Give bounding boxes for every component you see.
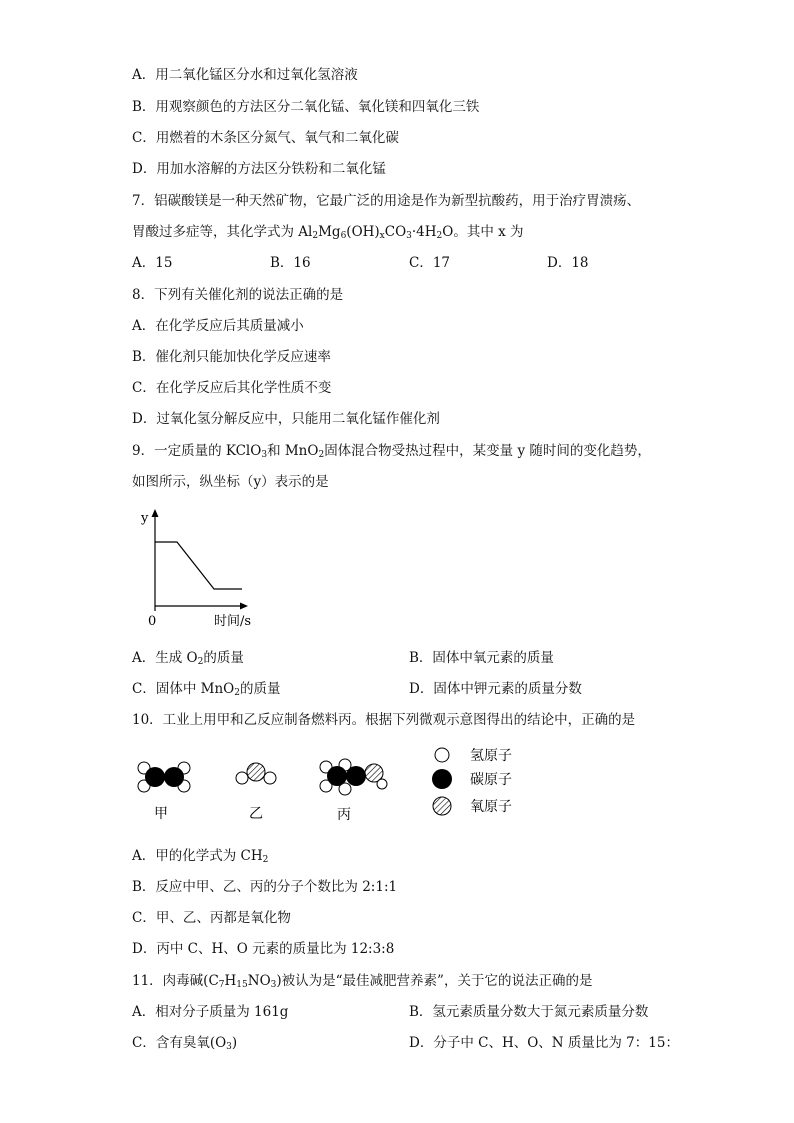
q10-option-a: A．甲的化学式为 $CH_2$ — [132, 848, 269, 865]
x-axis-arrow-icon — [240, 603, 248, 610]
label-bing: 丙 — [337, 807, 351, 823]
graph-origin-label: 0 — [148, 614, 157, 629]
q11-option-a: A．相对分子质量为 161g — [132, 1004, 289, 1020]
y-axis-arrow-icon — [152, 509, 159, 517]
q9-option-b: B．固体中氧元素的质量 — [409, 650, 554, 666]
graph-y-label: y — [141, 511, 149, 526]
q7-option-a: A．15 — [132, 255, 173, 271]
q11-option-d: D．分子中 C、H、O、N 质量比为 7：15： — [409, 1035, 679, 1051]
q10-option-d: D．丙中 C、H、O 元素的质量比为 12:3:8 — [132, 941, 395, 957]
graph-x-label: 时间/s — [214, 614, 252, 629]
molecule-bing — [320, 759, 387, 795]
legend-carbon-label: 碳原子 — [470, 772, 512, 788]
q7-stem-line2: 胃酸过多症等，其化学式为 $Al_2Mg_6(OH)_xCO_3\cdot 4H_2O$。其中 x 为 — [132, 224, 524, 241]
q6-option-d: D．用加水溶解的方法区分铁粉和二氧化锰 — [132, 161, 386, 177]
q10-option-c: C．甲、乙、丙都是氧化物 — [132, 910, 291, 926]
q8-option-b: B．催化剂只能加快化学反应速率 — [132, 349, 331, 365]
q6-option-b: B．用观察颜色的方法区分二氧化锰、氧化镁和四氧化三铁 — [132, 99, 480, 115]
q9-option-d: D．固体中钾元素的质量分数 — [409, 681, 582, 697]
q7-option-d: D．18 — [547, 255, 589, 271]
q11-option-b: B．氢元素质量分数大于氮元素质量分数 — [409, 1004, 649, 1020]
legend-carbon-icon — [432, 769, 452, 789]
q10-option-b: B．反应中甲、乙、丙的分子个数比为 2:1:1 — [132, 879, 398, 895]
legend-oxygen-label: 氧原子 — [470, 799, 512, 815]
q7-option-c: C．17 — [409, 255, 451, 271]
q7-option-b: B．16 — [270, 255, 311, 271]
q11-stem: 11．肉毒碱$(C_7H_{15}NO_3)$被认为是“最佳减肥营养素”，关于它的说法正确的是 — [132, 973, 593, 990]
q6-option-c: C．用燃着的木条区分氮气、氧气和二氧化碳 — [132, 130, 399, 146]
trend-line — [155, 542, 242, 589]
label-yi: 乙 — [249, 806, 263, 822]
label-jia: 甲 — [154, 806, 168, 822]
molecule-yi — [236, 763, 276, 784]
q11-option-c: C．含有臭氧$(O_3)$ — [132, 1035, 238, 1052]
q7-stem-line1: 7．铝碳酸镁是一种天然矿物，它最广泛的用途是作为新型抗酸药，用于治疗胃溃疡、 — [132, 193, 641, 209]
q9-stem-line2: 如图所示，纵坐标（y）表示的是 — [132, 474, 329, 490]
q9-option-a: A．生成 $O_2$的质量 — [132, 650, 244, 667]
q9-trend-graph — [130, 505, 270, 630]
q8-option-d: D．过氧化氢分解反应中，只能用二氧化锰作催化剂 — [132, 411, 440, 427]
q8-option-c: C．在化学反应后其化学性质不变 — [132, 380, 332, 396]
legend-hydrogen-label: 氢原子 — [470, 748, 512, 764]
molecule-jia — [138, 762, 190, 792]
q10-stem: 10．工业上用甲和乙反应制备燃料丙。根据下列微观示意图得出的结论中，正确的是 — [132, 712, 636, 728]
q10-molecule-diagram — [130, 740, 550, 830]
q9-option-c: C．固体中 MnO$_2$的质量 — [132, 681, 281, 698]
legend-hydrogen-icon — [435, 748, 449, 762]
q8-option-a: A．在化学反应后其质量减小 — [132, 318, 304, 334]
legend-oxygen-icon — [433, 797, 451, 815]
q6-option-a: A．用二氧化锰区分水和过氧化氢溶液 — [132, 67, 358, 83]
q8-stem: 8．下列有关催化剂的说法正确的是 — [132, 287, 344, 303]
q9-stem-line1: 9．一定质量的 KClO$_3$和 MnO$_2$固体混合物受热过程中，某变量 y 随时间的变化趋势， — [132, 443, 651, 460]
